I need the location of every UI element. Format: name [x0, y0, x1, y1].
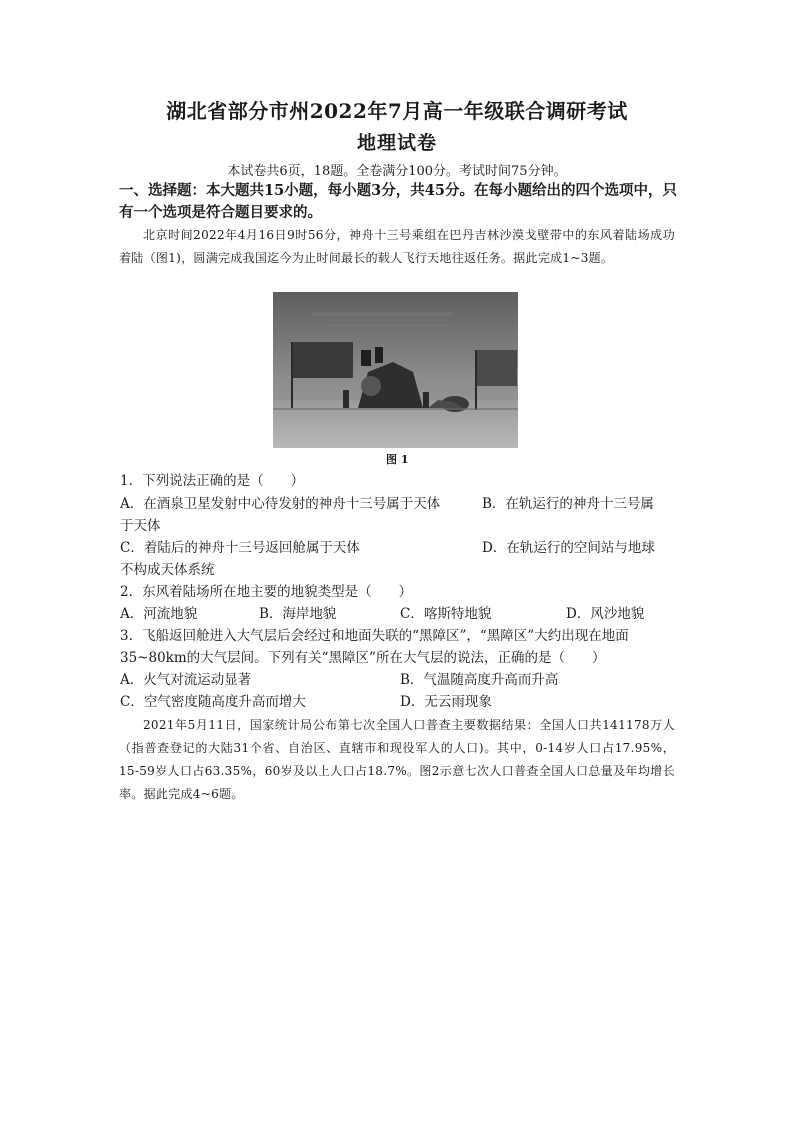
q1-option-b-cont: 于天体	[120, 518, 161, 534]
exam-title: 湖北省部分市州2022年7月高一年级联合调研考试	[166, 99, 628, 123]
figure1-caption: 图 1	[386, 453, 409, 466]
exam-info: 本试卷共6页，18题。全卷满分100分。考试时间75分钟。	[227, 164, 567, 179]
passage-census: 2021年5月11日，国家统计局公布第七次全国人口普查主要数据结果：全国人口共141178万人（指普查登记的大陆31个省、自治区、直辖市和现役军人的人口)。其中，0-14岁人口占17.95%，15-59岁人口占63.35%，60岁及以上人口占18.7%。图2示意七次人口普查全国人口总量及年均增长率。据此完成4~6题。	[119, 718, 675, 801]
q1-option-b: B．在轨运行的神舟十三号属	[482, 496, 654, 512]
q3-stem: 3．飞船返回舱进入大气层后会经过和地面失联的“黑障区”，“黑障区”大约出现在地面	[120, 628, 629, 644]
section-heading-line1: 一、选择题：本大题共15小题，每小题3分，共45分。在每小题给出的四个选项中，只	[119, 182, 677, 199]
q1-option-a: A．在酒泉卫星发射中心待发射的神舟十三号属于天体	[120, 496, 441, 512]
q2-option-b: B．海岸地貌	[259, 606, 337, 622]
q3-option-a: A．火气对流运动显著	[120, 672, 252, 688]
figure1-photo	[273, 292, 518, 448]
q2-option-d: D．风沙地貌	[566, 606, 645, 622]
exam-subtitle: 地理试卷	[356, 132, 437, 154]
q1-option-c: C．着陆后的神舟十三号返回舱属于天体	[120, 540, 360, 556]
q2-option-c: C．喀斯特地貌	[400, 606, 492, 622]
landing-scene-image	[273, 292, 518, 448]
q3-option-c: C．空气密度随高度升高而增大	[120, 694, 306, 710]
q3-option-b: B．气温随高度升高而升高	[400, 672, 559, 688]
passage-shenzhou: 北京时间2022年4月16日9时56分，神舟十三号乘组在巴丹吉林沙漠戈壁带中的东风着陆场成功着陆（图1)，圆满完成我国迄今为止时间最长的载人飞行天地往返任务。据此完成1~3题。	[119, 228, 675, 265]
q1-option-d-cont: 不构成天体系统	[120, 562, 215, 578]
section-heading-line2: 有一个选项是符合题目要求的。	[119, 204, 322, 221]
q2-option-a: A．河流地貌	[120, 606, 198, 622]
q2-stem: 2．东风着陆场所在地主要的地貌类型是（ ）	[120, 584, 413, 600]
q1-option-d: D．在轨运行的空间站与地球	[482, 540, 655, 556]
q3-stem-cont: 35~80km的大气层间。下列有关“黑障区”所在大气层的说法，正确的是（ ）	[120, 650, 606, 666]
q3-option-d: D．无云雨现象	[400, 694, 492, 710]
q1-stem: 1．下列说法正确的是（ ）	[120, 473, 305, 489]
